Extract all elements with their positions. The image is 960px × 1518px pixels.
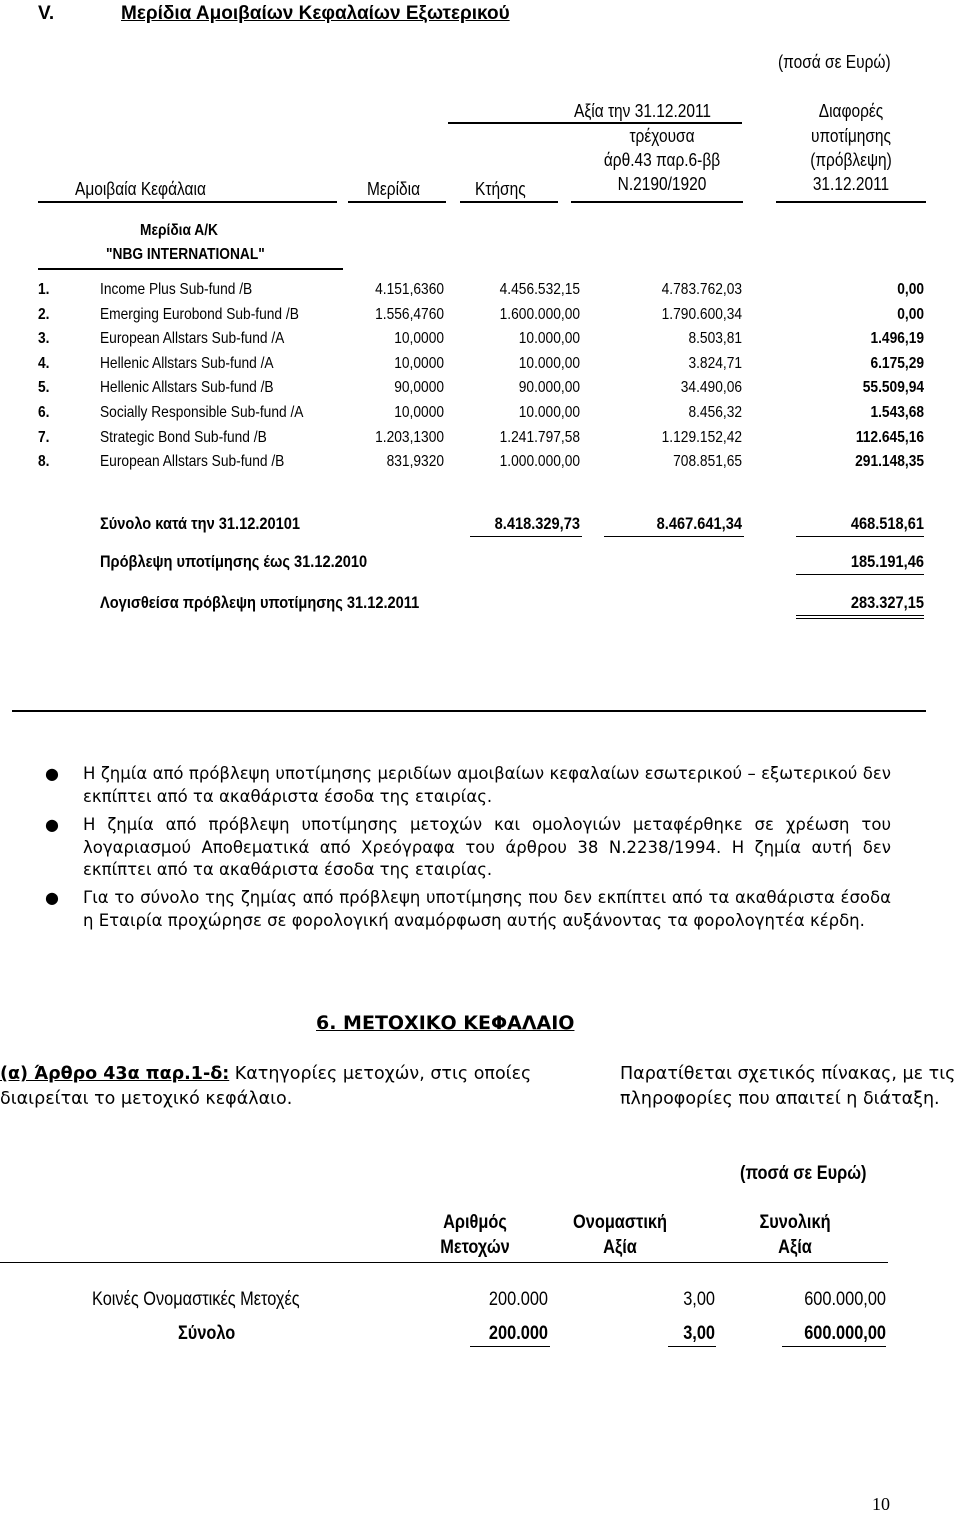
t2-total-underline-shares <box>470 1346 550 1347</box>
row-fund-name: Income Plus Sub-fund /B <box>100 281 253 298</box>
t2-header-shares-l1: Αριθμός <box>443 1212 507 1233</box>
t2-row-label: Κοινές Ονομαστικές Μετοχές <box>92 1289 300 1310</box>
total-underline-cost <box>470 536 582 537</box>
bullet-item-2 <box>45 814 891 882</box>
t2-total-total: 600.000,00 <box>804 1323 886 1344</box>
booked-provision-underline-1 <box>796 615 924 616</box>
header-underline-current <box>571 201 743 203</box>
t2-total-underline-nominal <box>668 1346 716 1347</box>
row-diff: 6.175,29 <box>870 354 924 372</box>
prior-provision-diff: 185.191,46 <box>850 552 924 571</box>
row-cost: 10.000,00 <box>518 404 580 421</box>
header-underline-cost <box>460 201 558 203</box>
bullet-icon: ● <box>45 888 59 907</box>
section6-left-l2: διαιρείται το μετοχικό κεφάλαιο. <box>0 1089 293 1109</box>
total-underline-current <box>604 536 744 537</box>
t2-total-underline-total <box>782 1346 886 1347</box>
header-units: Μερίδια <box>367 179 421 199</box>
row-diff: 112.645,16 <box>855 428 924 446</box>
row-cost: 1.600.000,00 <box>499 305 580 323</box>
row-units: 10,0000 <box>394 404 444 421</box>
header-underline-units <box>348 201 446 203</box>
row-fund-name: Emerging Eurobond Sub-fund /B <box>100 305 299 323</box>
header-diff-l1: Διαφορές <box>818 101 884 121</box>
currency-note-top: (ποσά σε Ευρώ) <box>778 52 891 72</box>
row-current: 4.783.762,03 <box>661 281 742 298</box>
row-units: 10,0000 <box>394 354 444 372</box>
row-fund-name: Hellenic Allstars Sub-fund /A <box>100 354 274 372</box>
t2-total-nominal: 3,00 <box>683 1323 715 1344</box>
page-number: 10 <box>872 1494 890 1514</box>
section-title: Μερίδια Αμοιβαίων Κεφαλαίων Εξωτερικού <box>121 3 510 24</box>
row-units: 4.151,6360 <box>375 281 444 298</box>
group-label-underline <box>38 268 343 270</box>
row-number: 4. <box>38 354 50 372</box>
row-number: 5. <box>38 379 50 397</box>
bullet-text: Η ζημία από πρόβλεψη υποτίμησης μετοχών και ομολογιών μεταφέρθηκε σε χρέωση του λογαριασμού Αποθεματικά από Χρεόγραφα του άρθρου 38 Ν.2238/1994. Η ζημία αυτή δεν εκπίπτει από τα ακαθάριστα έσοδα της εταιρίας. <box>83 815 891 879</box>
group-label-l1: Μερίδια Α/Κ <box>140 222 218 239</box>
total-underline-diff <box>796 536 924 537</box>
section6-right-l1: Παρατίθεται σχετικός πίνακας, με τις <box>620 1064 956 1084</box>
header-diff-l4: 31.12.2011 <box>812 174 890 194</box>
row-diff: 55.509,94 <box>862 379 924 397</box>
booked-provision-underline-2 <box>796 618 924 619</box>
header-cost: Κτήσης <box>475 179 526 199</box>
booked-provision-diff: 283.327,15 <box>850 593 924 612</box>
row-number: 3. <box>38 330 50 348</box>
row-number: 2. <box>38 305 50 323</box>
header-underline-diff <box>776 201 926 203</box>
bullet-item-1 <box>45 763 891 808</box>
header-current-l2: άρθ.43 παρ.6-ββ <box>603 150 721 170</box>
currency-note-section6: (ποσά σε Ευρώ) <box>740 1163 867 1184</box>
section6-title: 6. ΜΕΤΟΧΙΚΟ ΚΕΦΑΛΑΙΟ <box>316 1012 575 1034</box>
article-reference: (α) Άρθρο 43α παρ.1-δ: <box>0 1064 230 1084</box>
bullet-text: Η ζημία από πρόβλεψη υποτίμησης μεριδίων αμοιβαίων κεφαλαίων εσωτερικού – εξωτερικού δεν εκπίπτει από τα ακαθάριστα έσοδα της εταιρίας. <box>83 764 891 806</box>
row-fund-name: European Allstars Sub-fund /A <box>100 330 285 348</box>
row-current: 3.824,71 <box>688 354 742 372</box>
prior-provision-label: Πρόβλεψη υποτίμησης έως 31.12.2010 <box>100 552 368 571</box>
t2-row-shares: 200.000 <box>488 1289 548 1310</box>
header-value-underline <box>448 122 742 124</box>
t2-header-underline <box>0 1262 888 1263</box>
total-label: Σύνολο κατά την 31.12.20101 <box>100 514 301 533</box>
header-diff-l3: (πρόβλεψη) <box>810 150 892 170</box>
row-current: 8.456,32 <box>688 404 742 421</box>
t2-header-nominal-l1: Ονομαστική <box>573 1212 667 1233</box>
row-number: 1. <box>38 281 50 298</box>
bullet-icon: ● <box>45 764 59 783</box>
row-units: 831,9320 <box>386 453 444 471</box>
row-diff: 291.148,35 <box>855 453 924 471</box>
bullet-text: Για το σύνολο της ζημίας από πρόβλεψη υποτίμησης που δεν εκπίπτει από τα ακαθάριστα έσοδα η Εταιρία προχώρησε σε φορολογική αναμόρφωση αυτής αυξάνοντας τα φορολογητέα κέρδη. <box>83 888 891 930</box>
row-current: 8.503,81 <box>688 330 742 348</box>
row-current: 34.490,06 <box>680 379 742 397</box>
row-fund-name: Hellenic Allstars Sub-fund /B <box>100 379 274 397</box>
bullet-item-3 <box>45 887 891 932</box>
row-cost: 90.000,00 <box>518 379 580 397</box>
row-fund-name: Socially Responsible Sub-fund /A <box>100 404 304 421</box>
row-diff: 1.543,68 <box>870 404 924 421</box>
row-units: 1.203,1300 <box>375 428 444 446</box>
t2-row-total: 600.000,00 <box>804 1289 886 1310</box>
row-current: 1.129.152,42 <box>661 428 742 446</box>
t2-header-nominal-l2: Αξία <box>603 1237 637 1258</box>
t2-header-total-l2: Αξία <box>778 1237 812 1258</box>
header-underline-fund <box>38 201 337 203</box>
row-units: 1.556,4760 <box>375 305 444 323</box>
row-number: 8. <box>38 453 50 471</box>
row-cost: 1.000.000,00 <box>499 453 580 471</box>
row-diff: 1.496,19 <box>870 330 924 348</box>
group-label-l2: "NBG INTERNATIONAL" <box>106 246 265 263</box>
row-units: 10,0000 <box>394 330 444 348</box>
header-diff-l2: υποτίμησης <box>810 126 892 146</box>
row-units: 90,0000 <box>394 379 444 397</box>
booked-provision-label: Λογισθείσα πρόβλεψη υποτίμησης 31.12.2011 <box>100 593 420 612</box>
header-current-l3: Ν.2190/1920 <box>617 174 707 194</box>
article-text-l1: Κατηγορίες μετοχών, στις οποίες <box>229 1064 532 1084</box>
row-current: 1.790.600,34 <box>661 305 742 323</box>
total-diff: 468.518,61 <box>850 514 924 533</box>
prior-provision-underline <box>796 574 924 575</box>
t2-header-shares-l2: Μετοχών <box>440 1237 510 1258</box>
row-cost: 1.241.797,58 <box>499 428 580 446</box>
row-current: 708.851,65 <box>673 453 742 471</box>
t2-total-label: Σύνολο <box>178 1323 236 1344</box>
total-cost: 8.418.329,73 <box>494 514 580 533</box>
row-diff: 0,00 <box>897 281 924 298</box>
row-diff: 0,00 <box>897 305 924 323</box>
row-fund-name: European Allstars Sub-fund /B <box>100 453 285 471</box>
t2-total-shares: 200.000 <box>488 1323 548 1344</box>
bullet-icon: ● <box>45 815 59 834</box>
t2-header-total-l1: Συνολική <box>759 1212 831 1233</box>
row-cost: 10.000,00 <box>518 330 580 348</box>
row-fund-name: Strategic Bond Sub-fund /B <box>100 428 267 446</box>
section-divider <box>12 710 926 712</box>
header-current-l1: τρέχουσα <box>629 126 695 146</box>
header-value-group: Αξία την 31.12.2011 <box>574 101 712 121</box>
section6-left-l1 <box>0 1064 531 1084</box>
row-cost: 10.000,00 <box>518 354 580 372</box>
row-cost: 4.456.532,15 <box>499 281 580 298</box>
t2-row-nominal: 3,00 <box>683 1289 715 1310</box>
section6-right-l2: πληροφορίες που απαιτεί η διάταξη. <box>620 1089 940 1109</box>
section-number: V. <box>38 3 55 24</box>
total-current: 8.467.641,34 <box>656 514 742 533</box>
row-number: 7. <box>38 428 50 446</box>
header-fund: Αμοιβαία Κεφάλαια <box>75 179 206 199</box>
row-number: 6. <box>38 404 50 421</box>
